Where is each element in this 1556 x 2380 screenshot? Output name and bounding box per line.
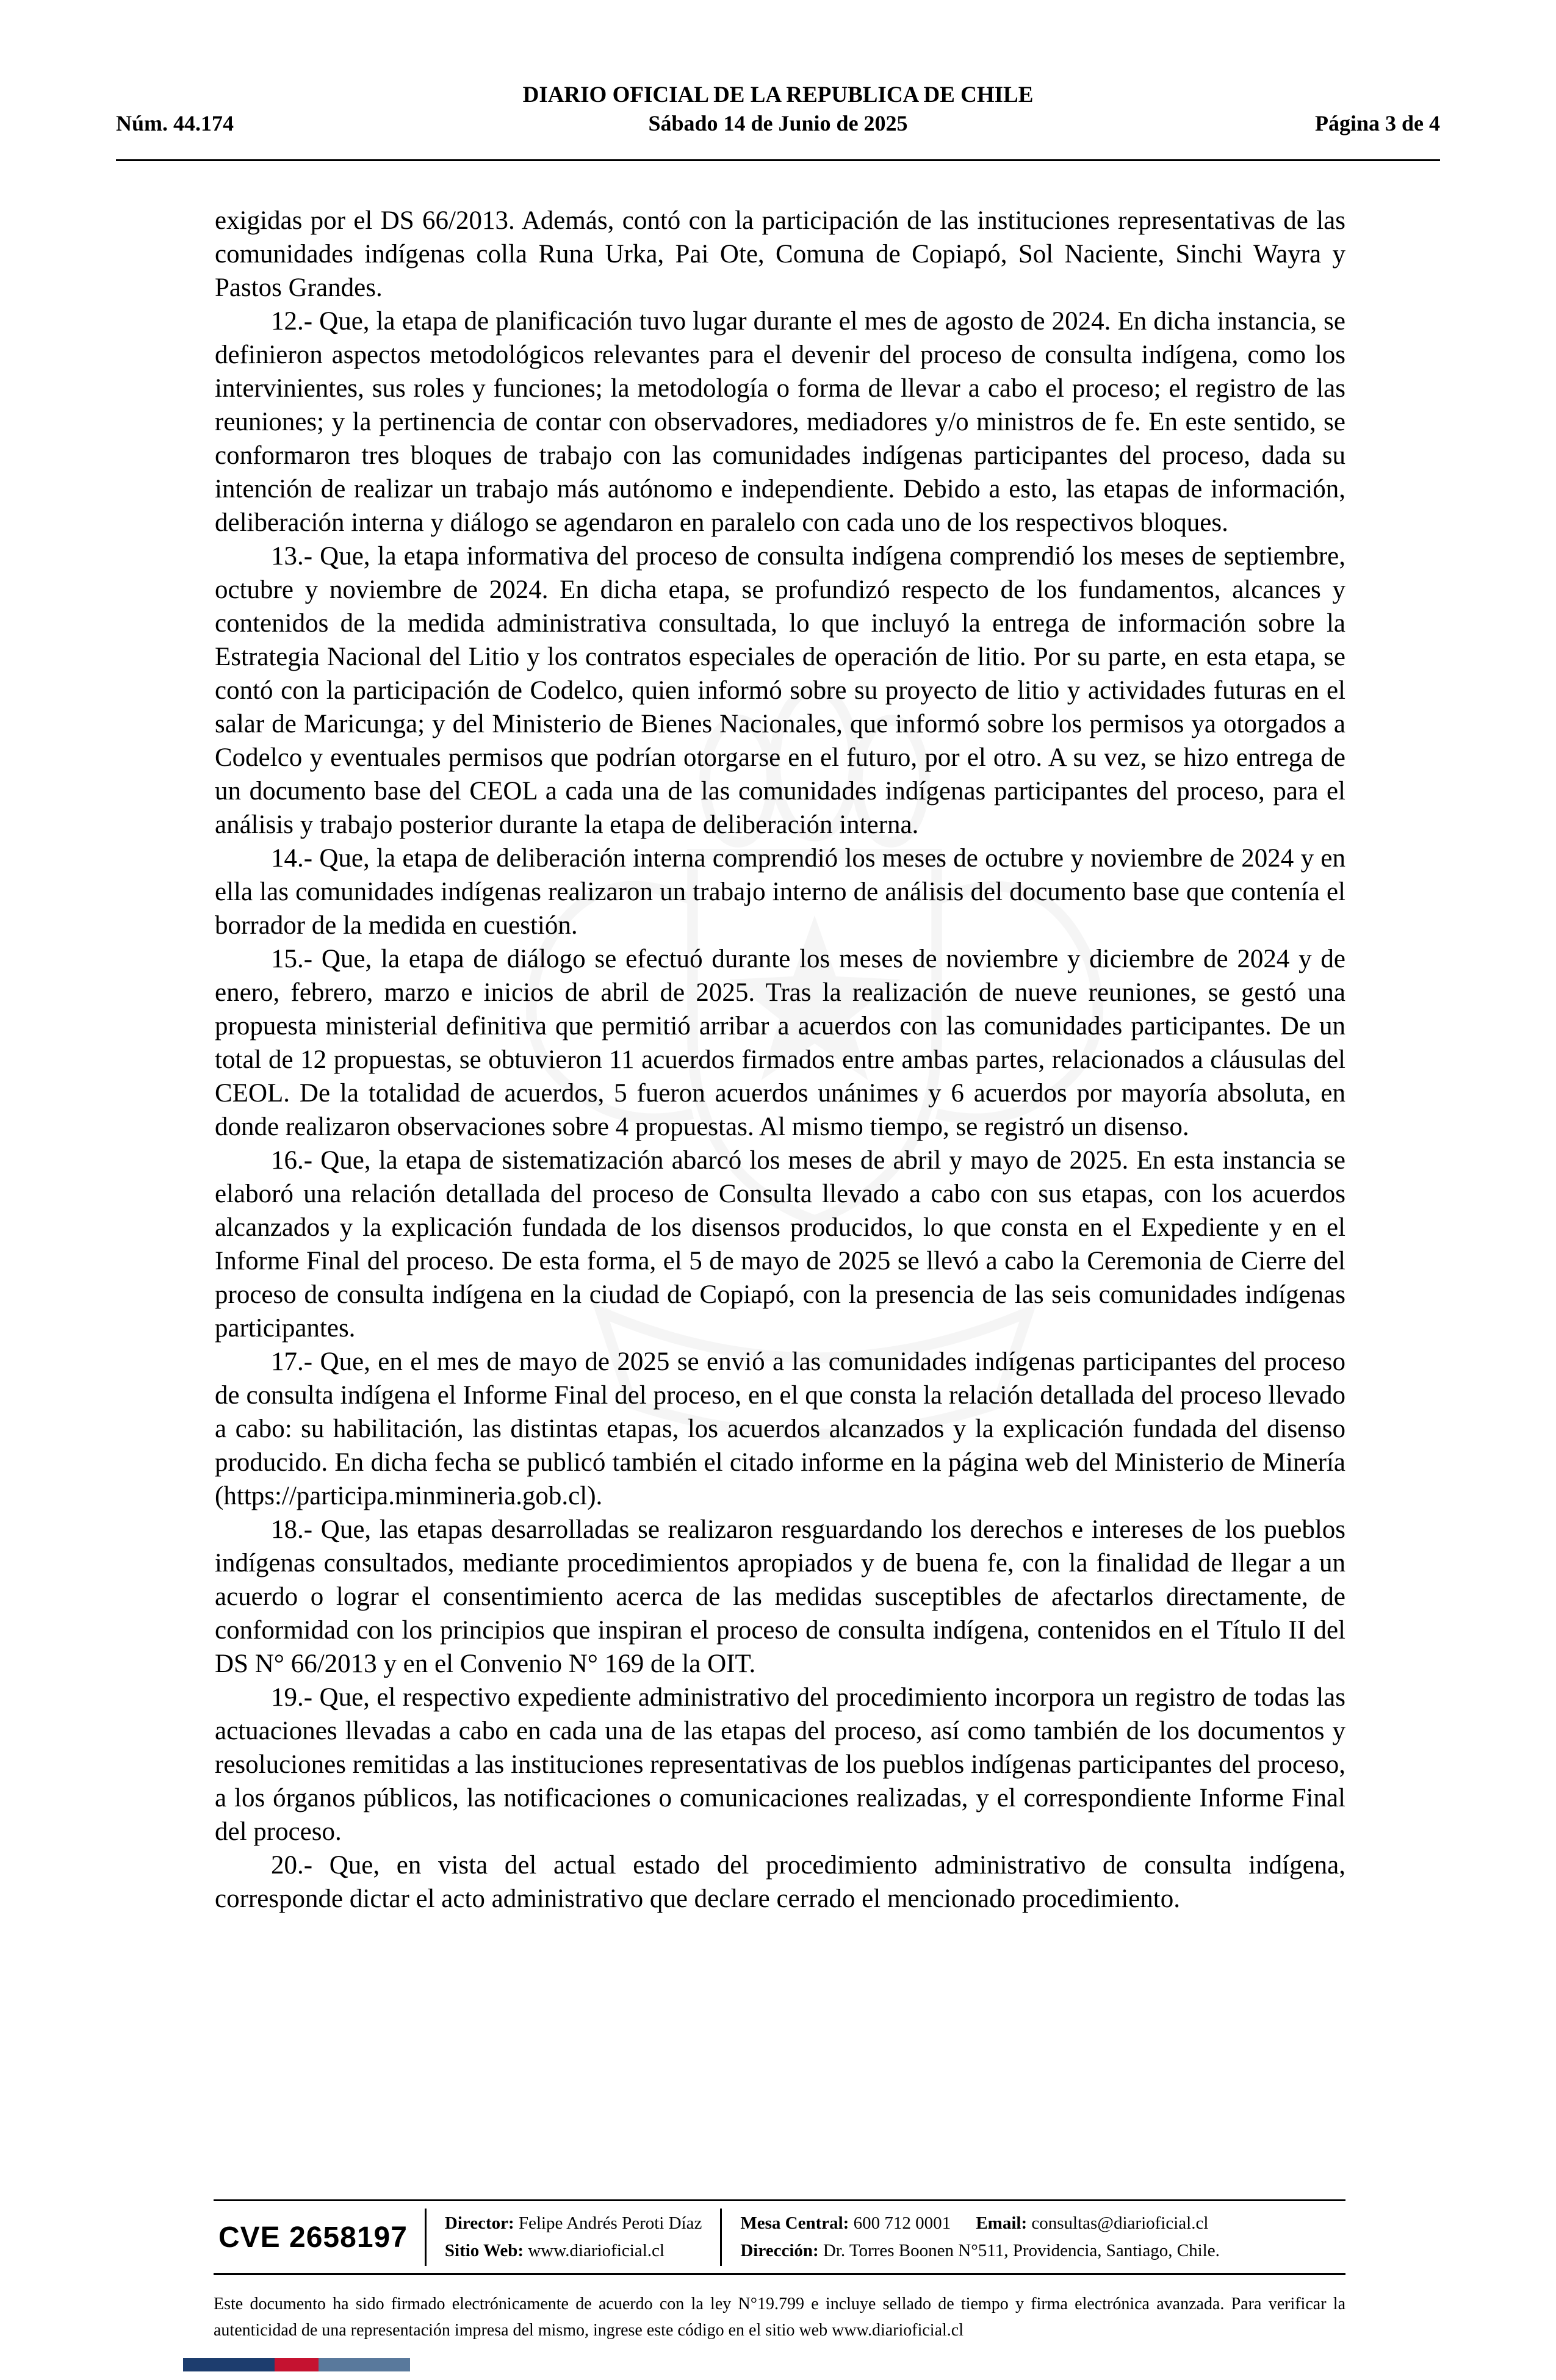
- flag-bar-blue-segment: [183, 2358, 275, 2371]
- mesa-central-row: [740, 2212, 1327, 2235]
- paragraph-1: 12.- Que, la etapa de planificación tuvo lugar durante el mes de agosto de 2024. En dicha instancia, se definieron aspectos metodológicos relevantes para el devenir del proceso de consulta indígena, como los intervinientes, sus roles y funciones; la metodología o forma de llevar a cabo el proceso; el registro de las reuniones; y la pertinencia de contar con observadores, mediadores y/o ministros de fe. En este sentido, se conformaron tres bloques de trabajo con las comunidades indígenas participantes del proceso, dada su intención de realizar un trabajo más autónomo e independiente. Debido a esto, las etapas de información, deliberación interna y diálogo se agendaron en paralelo con cada uno de los respectivos bloques.: [215, 307, 1345, 537]
- mesa-central-value: 600 712 0001: [853, 2213, 951, 2233]
- header-divider: [116, 159, 1440, 161]
- email-label: Email:: [976, 2213, 1028, 2233]
- issue-number: Núm. 44.174: [116, 111, 234, 135]
- masthead: [523, 81, 1034, 137]
- flag-bar: [183, 2358, 410, 2371]
- paragraph-0: exigidas por el DS 66/2013. Además, contó con la participación de las instituciones representativas de las comunidades indígenas colla Runa Urka, Pai Ote, Comuna de Copiapó, Sol Naciente, Sinchi Wayra y Pastos Grandes.: [215, 206, 1345, 302]
- flag-bar-steel-segment: [319, 2358, 410, 2371]
- direccion-row: [740, 2240, 1327, 2262]
- paragraph-9: 20.- Que, en vista del actual estado del procedimiento administrativo de consulta indígena, corresponde dictar el acto administrativo que declare cerrado el mencionado procedimiento.: [215, 1851, 1345, 1913]
- paragraph-7: 18.- Que, las etapas desarrolladas se realizaron resguardando los derechos e intereses de los pueblos indígenas consultados, mediante procedimientos apropiados y de buena fe, con la finalidad de llegar a un acuerdo o lograr el consentimiento acerca de las medidas susceptibles de afectarlos directamente, de conformidad con los principios que inspiran el proceso de consulta indígena, contenidos en el Título II del DS N° 66/2013 y en el Convenio N° 169 de la OIT.: [215, 1515, 1345, 1678]
- flag-bar-red-segment: [275, 2358, 319, 2371]
- publication-date: Sábado 14 de Junio de 2025: [648, 111, 908, 135]
- paragraph-3: 14.- Que, la etapa de deliberación interna comprendió los meses de octubre y noviembre de 2024 y en ella las comunidades indígenas realizaron un trabajo interno de análisis del documento base que contenía el borrador de la medida en cuestión.: [215, 844, 1345, 940]
- contact-column: [720, 2209, 1345, 2266]
- sitio-web-row: [445, 2240, 702, 2262]
- sitio-web-value: www.diarioficial.cl: [528, 2241, 665, 2260]
- mesa-central-label: Mesa Central:: [740, 2213, 849, 2233]
- paragraph-8: 19.- Que, el respectivo expediente administrativo del procedimiento incorpora un registro de todas las actuaciones llevadas a cabo en cada una de las etapas del proceso, así como también de los documentos y resoluciones remitidas a las instituciones representativas de los pueblos indígenas participantes del proceso, a los órganos públicos, las notificaciones o comunicaciones realizadas, y el correspondiente Informe Final del proceso.: [215, 1683, 1345, 1846]
- paragraph-2: 13.- Que, la etapa informativa del proceso de consulta indígena comprendió los meses de septiembre, octubre y noviembre de 2024. En dicha etapa, se profundizó respecto de los fundamentos, alcances y contenidos de la medida administrativa consultada, lo que incluyó la entrega de información sobre la Estrategia Nacional del Litio y los contratos especiales de operación de litio. Por su parte, en esta etapa, se contó con la participación de Codelco, quien informó sobre su proyecto de litio y actividades futuras en el salar de Maricunga; y del Ministerio de Bienes Nacionales, que informó sobre los permisos ya otorgados a Codelco y eventuales permisos que podrían otorgarse en el futuro, por el otro. A su vez, se hizo entrega de un documento base del CEOL a cada una de las comunidades indígenas participantes del proceso, para el análisis y trabajo posterior durante la etapa de deliberación interna.: [215, 542, 1345, 839]
- director-row: [445, 2212, 702, 2235]
- page-footer: [214, 2199, 1345, 2371]
- legal-notice: Este documento ha sido firmado electrónicamente de acuerdo con la ley N°19.799 e incluye sellado de tiempo y firma electrónica avanzada. Para verificar la autenticidad de una representación impresa del mismo, ingrese este código en el sitio web www.diarioficial.cl: [214, 2295, 1345, 2340]
- director-label: Director:: [444, 2213, 514, 2233]
- paragraph-6: 17.- Que, en el mes de mayo de 2025 se envió a las comunidades indígenas participantes del proceso de consulta indígena el Informe Final del proceso, en el que consta la relación detallada del proceso llevado a cabo: su habilitación, las distintas etapas, los acuerdos alcanzados y la explicación fundada del disenso producido. En dicha fecha se publicó también el citado informe en la página web del Ministerio de Minería (https://participa.minmineria.gob.cl).: [215, 1347, 1345, 1510]
- page-header: [116, 0, 1440, 137]
- cve-number: CVE 2658197: [218, 2221, 408, 2254]
- director-value: Felipe Andrés Peroti Díaz: [518, 2213, 702, 2233]
- director-column: [425, 2209, 720, 2266]
- direccion-value: Dr. Torres Boonen N°511, Providencia, Santiago, Chile.: [823, 2241, 1220, 2260]
- cve-block: [214, 2199, 1345, 2275]
- page-indicator: Página 3 de 4: [1314, 111, 1440, 135]
- direccion-label: Dirección:: [740, 2241, 819, 2260]
- document-body: [215, 204, 1345, 1916]
- sitio-web-label: Sitio Web:: [444, 2241, 524, 2260]
- email-value: consultas@diarioficial.cl: [1031, 2213, 1209, 2233]
- publication-title: DIARIO OFICIAL DE LA REPUBLICA DE CHILE: [522, 82, 1034, 107]
- paragraph-4: 15.- Que, la etapa de diálogo se efectuó durante los meses de noviembre y diciembre de 2024 y de enero, febrero, marzo e inicios de abril de 2025. Tras la realización de nueve reuniones, se gestó una propuesta ministerial definitiva que permitió arribar a acuerdos con las comunidades participantes. De un total de 12 propuestas, se obtuvieron 11 acuerdos firmados entre ambas partes, relacionados a cláusulas del CEOL. De la totalidad de acuerdos, 5 fueron acuerdos unánimes y 6 acuerdos por mayoría absoluta, en donde realizaron observaciones sobre 4 propuestas. Al mismo tiempo, se registró un disenso.: [215, 945, 1345, 1141]
- paragraph-5: 16.- Que, la etapa de sistematización abarcó los meses de abril y mayo de 2025. En esta instancia se elaboró una relación detallada del proceso de Consulta llevado a cabo con sus etapas, con los acuerdos alcanzados y la explicación fundada de los disensos producidos, lo que consta en el Expediente y en el Informe Final del proceso. De esta forma, el 5 de mayo de 2025 se llevó a cabo la Ceremonia de Cierre del proceso de consulta indígena en la ciudad de Copiapó, con la presencia de las seis comunidades indígenas participantes.: [215, 1146, 1345, 1343]
